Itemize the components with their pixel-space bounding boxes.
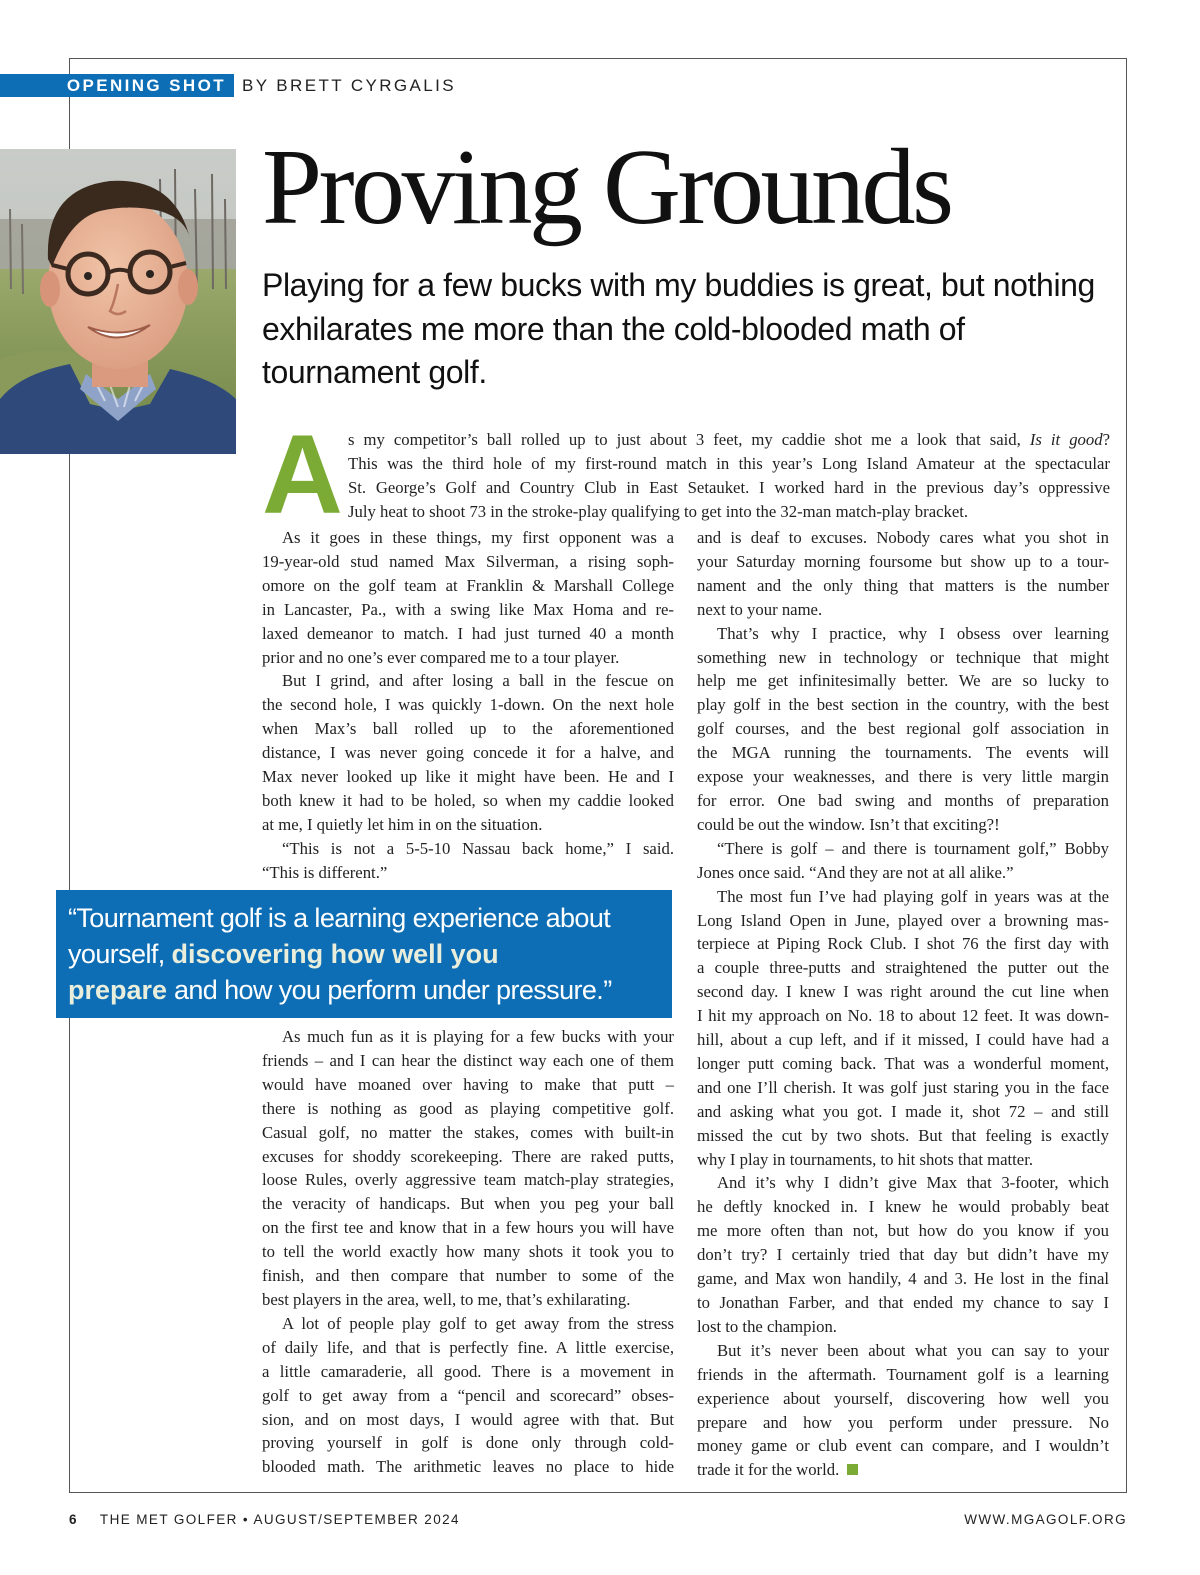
- body-line: Casual golf, no matter the stakes, comes with built-in: [262, 1122, 674, 1142]
- body-line: at me, I quietly let him in on the situation.: [262, 814, 543, 834]
- end-mark-icon: [847, 1464, 858, 1475]
- body-line: a couple three-putts and straightened the putter out the: [697, 958, 1109, 978]
- body-line: expose your weaknesses, and there is very little margin: [697, 767, 1109, 787]
- pull-quote-text: and how you perform under pressure.”: [167, 975, 612, 1005]
- pull-quote-highlight: discovering how well you: [171, 939, 499, 969]
- body-line: hill, about a cup left, and if it missed, I could have had a: [697, 1030, 1109, 1050]
- body-line: Max never looked up like it might have been. He and I: [262, 767, 674, 787]
- author-portrait-image: [0, 149, 236, 454]
- body-line: there is nothing as good as playing competitive golf.: [262, 1098, 674, 1118]
- pull-quote-line: [68, 900, 664, 936]
- page-number: 6: [69, 1512, 78, 1527]
- body-line: blooded math. The arithmetic leaves no place to hide: [262, 1457, 674, 1477]
- body-line: your Saturday morning foursome but show up to a tour-: [697, 551, 1109, 571]
- body-line: finish, and then compare that number to some of the: [262, 1266, 674, 1286]
- right-column: [697, 526, 1109, 1482]
- body-line: “This is different.”: [262, 862, 388, 882]
- body-line: experience about yourself, discovering how well you: [697, 1388, 1109, 1408]
- body-line: play golf in the best section in the country, with the best: [697, 695, 1109, 715]
- body-line: missed the cut by two shots. But that feeling is exactly: [697, 1125, 1109, 1145]
- body-line: and asking what you got. I made it, shot 72 – and still: [697, 1101, 1109, 1121]
- body-line: help me get infinitesimally better. We are so lucky to: [697, 671, 1109, 691]
- footer-website: WWW.MGAGOLF.ORG: [964, 1512, 1127, 1527]
- body-line: sion, and on most days, I would agree with that. But: [262, 1409, 674, 1429]
- body-line: nament and the only thing that matters is the number: [697, 575, 1109, 595]
- left-column-bottom: [262, 1025, 674, 1479]
- pull-quote-line: [68, 972, 664, 1008]
- body-line: lost to the champion.: [697, 1316, 837, 1336]
- body-line: loose Rules, overly aggressive team match-play strategies,: [262, 1170, 674, 1190]
- body-line: laxed demeanor to match. I had just turned 40 a month: [262, 623, 674, 643]
- body-line: why I play in tournaments, to hit shots that matter.: [697, 1149, 1034, 1169]
- pull-quote-text: “Tournament golf is a learning experience about: [68, 903, 611, 933]
- body-line: for error. One bad swing and months of preparation: [697, 790, 1109, 810]
- subheadline: Playing for a few bucks with my buddies is great, but nothing exhilarates me more than the cold-blooded math of tournament golf.: [262, 267, 1095, 390]
- body-line: terpiece at Piping Rock Club. I shot 76 the first day with: [697, 934, 1109, 954]
- body-line: a little camaraderie, all good. There is a movement in: [262, 1361, 674, 1381]
- body-line: would have moaned over having to make that putt –: [262, 1074, 674, 1094]
- body-line: he deftly knocked in. I knew he would probably beat: [697, 1197, 1109, 1217]
- pull-quote-text: yourself,: [68, 939, 172, 969]
- left-column-top: [262, 526, 674, 885]
- headline: Proving Grounds: [262, 128, 951, 247]
- body-line: golf to get away from a “pencil and scorecard” obses-: [262, 1385, 674, 1405]
- body-line: But I grind, and after losing a ball in the fescue on: [282, 671, 674, 691]
- body-line: And it’s why I didn’t give Max that 3-footer, which: [717, 1173, 1109, 1193]
- body-line: trade it for the world.: [697, 1458, 1109, 1482]
- body-line: don’t try? I certainly tried that day but didn’t have my: [697, 1245, 1109, 1265]
- body-line: the MGA running the tournaments. The events will: [697, 743, 1109, 763]
- pull-quote: [56, 890, 672, 1018]
- body-line: and is deaf to excuses. Nobody cares what you shot in: [697, 528, 1109, 547]
- intro-paragraph: [262, 412, 1110, 537]
- body-line: the veracity of handicaps. But when you peg your ball: [262, 1194, 674, 1214]
- section-tag: OPENING SHOT: [0, 74, 234, 97]
- body-line: both knew it had to be holed, so when my caddie looked: [262, 790, 674, 810]
- body-line: me more often than not, but how do you know if you: [697, 1221, 1109, 1241]
- publication-info: THE MET GOLFER • AUGUST/SEPTEMBER 2024: [99, 1512, 460, 1527]
- author-photo: [0, 149, 236, 454]
- body-line: longer putt coming back. That was a wonderful moment,: [697, 1053, 1109, 1073]
- pull-quote-highlight: prepare: [68, 975, 168, 1005]
- body-line: “There is golf – and there is tournament golf,” Bobby: [717, 838, 1109, 858]
- body-line: of daily life, and that is perfectly fine. A little exercise,: [262, 1337, 674, 1357]
- body-line: I hit my approach on No. 18 to about 12 feet. It was down-: [697, 1006, 1109, 1026]
- body-line: when Max’s ball rolled up to the aforementioned: [262, 719, 674, 739]
- body-line: golf courses, and the best regional golf association in: [697, 719, 1109, 739]
- body-line: Long Island Open in June, played over a browning mas-: [697, 910, 1109, 930]
- intro-line: This was the third hole of my first-round match in this year’s Long Island Amateur at the spectacular: [348, 453, 1110, 473]
- body-line: As it goes in these things, my first opponent was a: [282, 528, 674, 547]
- body-line: to tell the world exactly how many shots it took you to: [262, 1242, 674, 1262]
- drop-cap: A: [262, 412, 343, 537]
- body-line: on the first tee and know that in a few hours you will have: [262, 1218, 674, 1238]
- body-line: Jones once said. “And they are not at all alike.”: [697, 862, 1014, 882]
- body-line: distance, I was never going concede it for a halve, and: [262, 743, 674, 763]
- intro-line: St. George’s Golf and Country Club in East Setauket. I worked hard in the previous day’s oppressive: [348, 477, 1110, 497]
- body-line: 19-year-old stud named Max Silverman, a rising soph-: [262, 551, 674, 571]
- body-line: something new in technology or technique that might: [697, 647, 1109, 667]
- body-line: prior and no one’s ever compared me to a tour player.: [262, 647, 620, 667]
- byline: BY BRETT CYRGALIS: [242, 74, 462, 97]
- body-line: A lot of people play golf to get away from the stress: [282, 1313, 674, 1333]
- intro-lines: [348, 428, 1110, 524]
- body-line: game, and Max won handily, 4 and 3. He lost in the final: [697, 1269, 1109, 1289]
- body-line: omore on the golf team at Franklin & Marshall College: [262, 575, 674, 595]
- body-line: second day. I knew I was right around the cut line when: [697, 982, 1109, 1002]
- intro-line: s my competitor’s ball rolled up to just about 3 feet, my caddie shot me a look that said, Is it good?: [348, 430, 1110, 449]
- body-line: to Jonathan Farber, and that ended my chance to say I: [697, 1293, 1109, 1312]
- body-line: prepare and how you perform under pressure. No: [697, 1412, 1109, 1432]
- body-line: could be out the window. Isn’t that exciting?!: [697, 814, 1000, 834]
- body-line: friends in the aftermath. Tournament golf is a learning: [697, 1364, 1109, 1384]
- body-line: best players in the area, well, to me, that’s exhilarating.: [262, 1289, 631, 1309]
- pull-quote-line: [68, 936, 664, 972]
- body-line: But it’s never been about what you can say to your: [717, 1340, 1109, 1360]
- body-line: money game or club event can compare, and I wouldn’t: [697, 1436, 1109, 1456]
- body-line: “This is not a 5-5-10 Nassau back home,” I said.: [282, 838, 674, 858]
- body-line: next to your name.: [697, 599, 823, 619]
- body-line: the second hole, I was quickly 1-down. On the next hole: [262, 695, 674, 715]
- body-line: in Lancaster, Pa., with a swing like Max Homa and re-: [262, 599, 674, 619]
- body-line: excuses for shoddy scorekeeping. There are raked putts,: [262, 1146, 674, 1166]
- footer-left: [69, 1512, 460, 1527]
- body-line: and one I’ll cherish. It was golf just staring you in the face: [697, 1077, 1109, 1097]
- body-line: friends – and I can hear the distinct way each one of them: [262, 1050, 674, 1070]
- intro-line: July heat to shoot 73 in the stroke-play qualifying to get into the 32-man match-play bracket.: [348, 501, 969, 521]
- body-line: proving yourself in golf is done only through cold-: [262, 1433, 674, 1453]
- body-line: As much fun as it is playing for a few bucks with your: [282, 1027, 674, 1046]
- body-line: The most fun I’ve had playing golf in years was at the: [717, 886, 1109, 906]
- body-line: That’s why I practice, why I obsess over learning: [717, 623, 1109, 643]
